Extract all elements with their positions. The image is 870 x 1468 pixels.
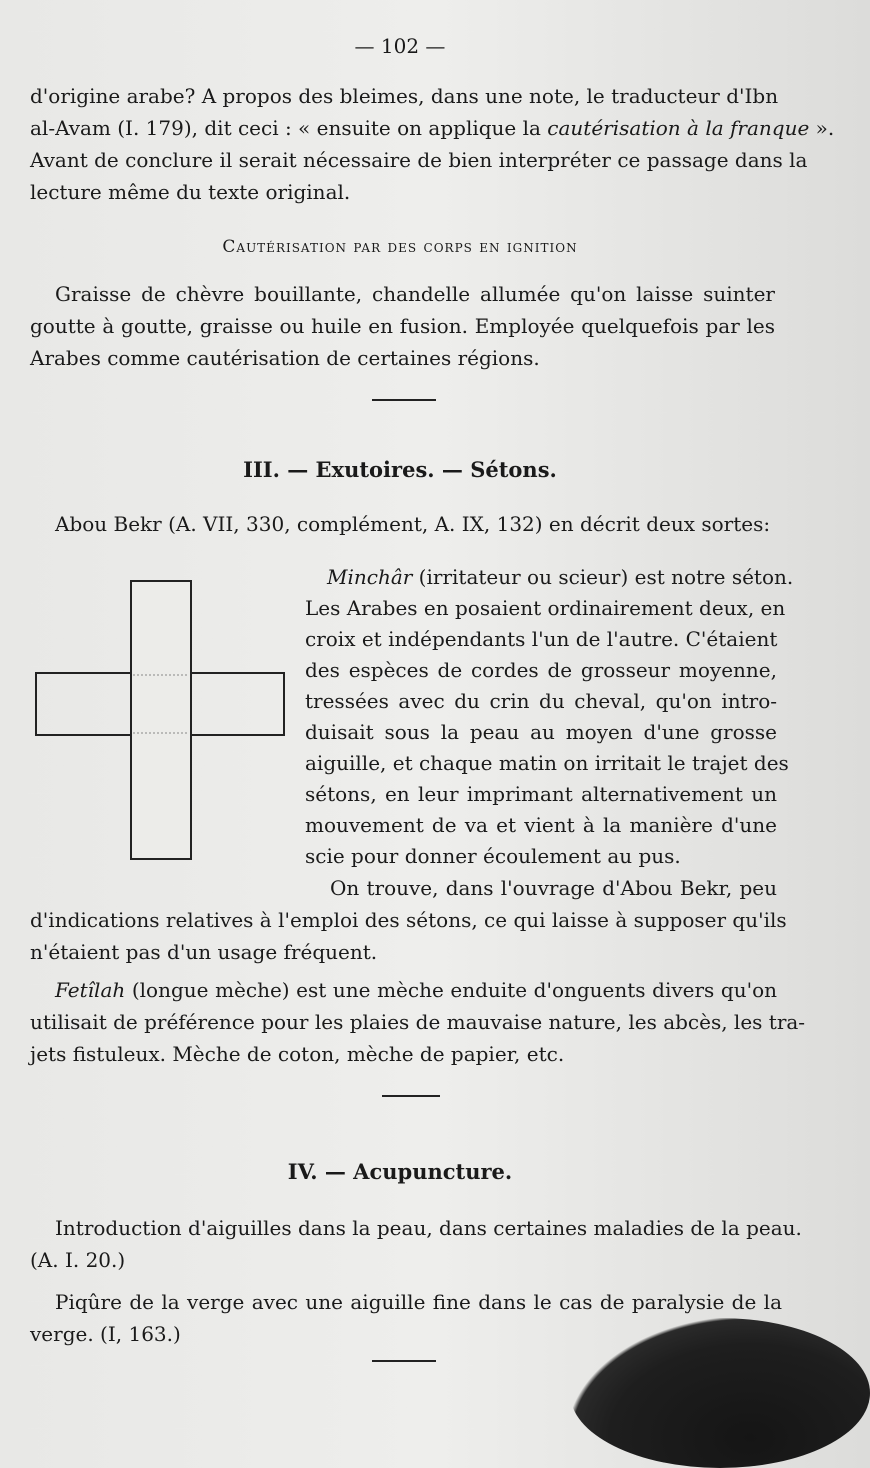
paragraph-line: des espèces de cordes de grosseur moyenne, [305, 658, 777, 682]
paragraph-line: Fetîlah (longue mèche) est une mèche enduite d'onguents divers qu'on [55, 978, 777, 1002]
paragraph-line: jets fistuleux. Mèche de coton, mèche de papier, etc. [30, 1042, 565, 1066]
paragraph-line: mouvement de va et vient à la manière d'une [305, 813, 777, 837]
paragraph-line: Avant de conclure il serait nécessaire de bien interpréter ce passage dans la [30, 148, 808, 172]
paragraph-line: Arabes comme cautérisation de certaines régions. [30, 346, 540, 370]
paragraph-line: lecture même du texte original. [30, 180, 351, 204]
italic-term: Minchâr [327, 565, 413, 589]
paragraph-line: duisait sous la peau au moyen d'une grosse [305, 720, 777, 744]
paragraph-line: sétons, en leur imprimant alternativement un [305, 782, 777, 806]
paragraph-line: d'indications relatives à l'emploi des sétons, ce qui laisse à supposer qu'ils [30, 908, 787, 932]
section-divider [372, 399, 436, 401]
paragraph-line: tressées avec du crin du cheval, qu'on intro- [305, 689, 777, 713]
section-divider [382, 1095, 440, 1097]
page-number: — 102 — [354, 34, 446, 58]
paragraph-line: Graisse de chèvre bouillante, chandelle allumée qu'on laisse suinter [55, 282, 775, 306]
paragraph-line: aiguille, et chaque matin on irritait le trajet des [305, 751, 789, 775]
paragraph-line: Piqûre de la verge avec une aiguille fine dans le cas de paralysie de la [55, 1290, 782, 1314]
italic-term: cautérisation à la franque [547, 116, 810, 140]
paragraph-line: croix et indépendants l'un de l'autre. C'étaient [305, 627, 778, 651]
section-heading: III. — Exutoires. — Sétons. [243, 457, 557, 482]
paragraph-line: (A. I. 20.) [30, 1248, 126, 1272]
paragraph-line: Minchâr (irritateur ou scieur) est notre séton. [327, 565, 794, 589]
seton-cross-figure [30, 575, 292, 865]
paragraph-line: Abou Bekr (A. VII, 330, complément, A. IX, 132) en décrit deux sortes: [55, 512, 771, 536]
section-heading: Cautérisation par des corps en ignition [222, 237, 578, 257]
paragraph-line: Les Arabes en posaient ordinairement deux, en [305, 596, 786, 620]
section-divider [372, 1360, 436, 1362]
paragraph-line: On trouve, dans l'ouvrage d'Abou Bekr, peu [330, 876, 777, 900]
paragraph-line: goutte à goutte, graisse ou huile en fusion. Employée quelquefois par les [30, 314, 775, 338]
thumb-shadow [570, 1318, 870, 1468]
paragraph-line: n'étaient pas d'un usage fréquent. [30, 940, 378, 964]
paragraph-line: scie pour donner écoulement au pus. [305, 844, 681, 868]
paragraph-line: utilisait de préférence pour les plaies de mauvaise nature, les abcès, les tra- [30, 1010, 806, 1034]
section-heading: IV. — Acupuncture. [287, 1159, 513, 1184]
paragraph-line: d'origine arabe? A propos des bleimes, dans une note, le traducteur d'Ibn [30, 84, 779, 108]
paragraph-line: Introduction d'aiguilles dans la peau, dans certaines maladies de la peau. [55, 1216, 802, 1240]
paragraph-line: al-Avam (I. 179), dit ceci : « ensuite on applique la cautérisation à la franque ». [30, 116, 835, 140]
paragraph-line: verge. (I, 163.) [30, 1322, 181, 1346]
italic-term: Fetîlah [55, 978, 126, 1002]
